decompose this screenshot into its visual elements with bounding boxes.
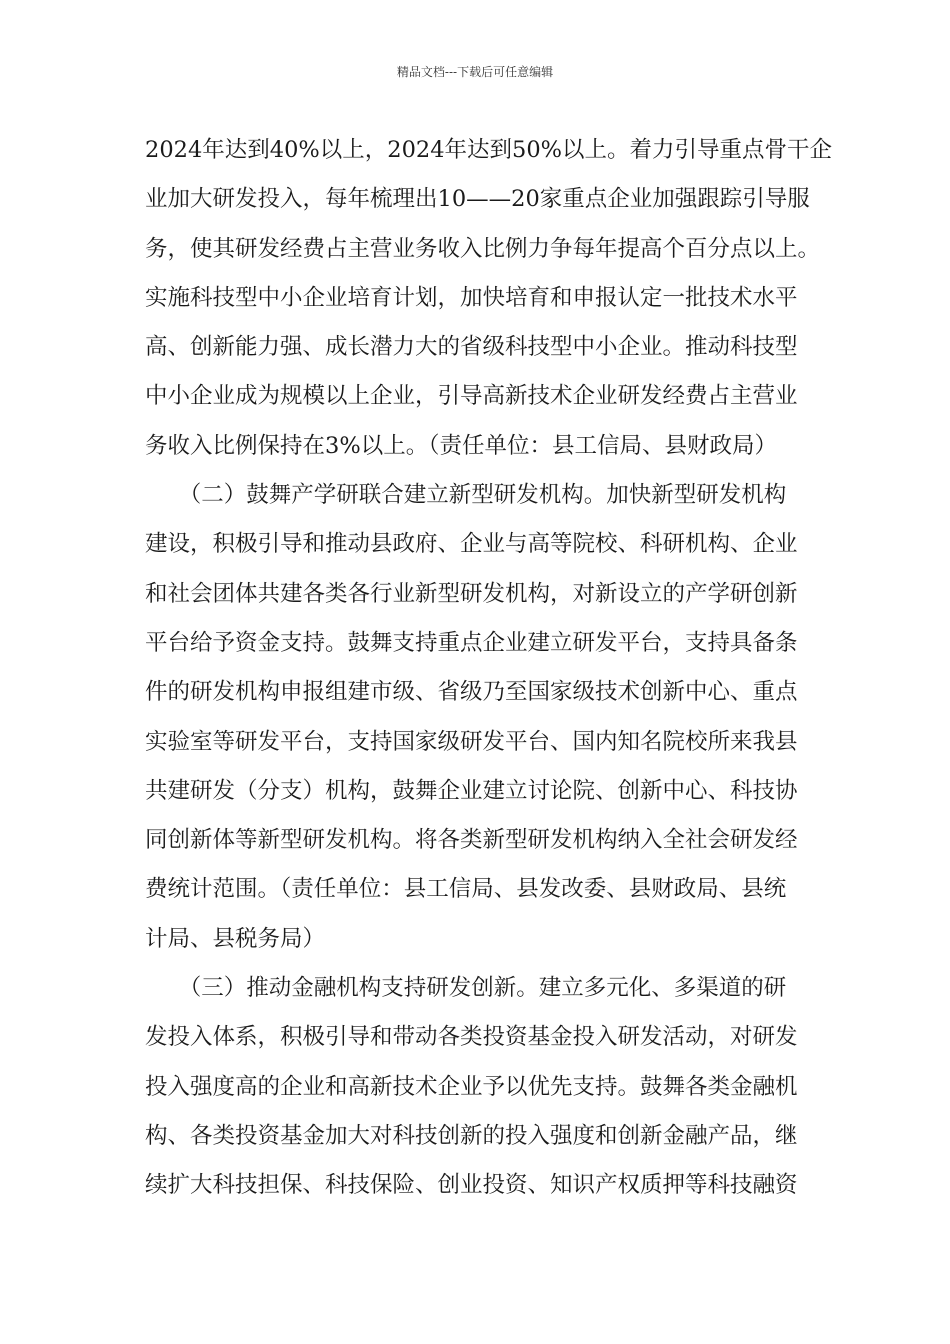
text-line: 业加大研发投入，每年梳理出10——20家重点企业加强跟踪引导服: [145, 186, 810, 213]
text-line: 和社会团体共建各类各行业新型研发机构，对新设立的产学研创新: [145, 580, 798, 607]
text-line: 续扩大科技担保、科技保险、创业投资、知识产权质押等科技融资: [145, 1172, 798, 1199]
text-line: 务收入比例保持在3%以上。（责任单位：县工信局、县财政局）: [145, 432, 777, 459]
text-line: 构、各类投资基金加大对科技创新的投入强度和创新金融产品，继: [145, 1122, 798, 1149]
text-line: 件的研发机构申报组建市级、省级乃至国家级技术创新中心、重点: [145, 679, 798, 706]
text-line: 投入强度高的企业和高新技术企业予以优先支持。鼓舞各类金融机: [145, 1073, 798, 1100]
text-line: 实施科技型中小企业培育计划，加快培育和申报认定一批技术水平: [145, 284, 798, 311]
text-line: 2024年达到40%以上，2024年达到50%以上。着力引导重点骨干企: [145, 137, 833, 163]
page-header: 精品文档---下载后可任意编辑: [396, 65, 554, 79]
document-body: [145, 126, 833, 1211]
text-line: 发投入体系，积极引导和带动各类投资基金投入研发活动，对研发: [145, 1024, 798, 1051]
text-line: 费统计范围。（责任单位：县工信局、县发改委、县财政局、县统: [145, 876, 787, 903]
text-line: （三）推动金融机构支持研发创新。建立多元化、多渠道的研: [145, 975, 787, 1002]
text-line: 高、创新能力强、成长潜力大的省级科技型中小企业。推动科技型: [145, 334, 798, 361]
text-line: 同创新体等新型研发机构。将各类新型研发机构纳入全社会研发经: [145, 827, 798, 854]
text-line: 务，使其研发经费占主营业务收入比例力争每年提高个百分点以上。: [145, 235, 821, 262]
text-line: 共建研发（分支）机构，鼓舞企业建立讨论院、创新中心、科技协: [145, 777, 798, 804]
text-line: （二）鼓舞产学研联合建立新型研发机构。加快新型研发机构: [145, 482, 787, 509]
text-line: 实验室等研发平台，支持国家级研发平台、国内知名院校所来我县: [145, 728, 798, 755]
text-line: 中小企业成为规模以上企业，引导高新技术企业研发经费占主营业: [145, 383, 798, 410]
text-line: 计局、县税务局）: [145, 925, 326, 952]
text-line: 平台给予资金支持。鼓舞支持重点企业建立研发平台，支持具备条: [145, 629, 798, 656]
text-line: 建设，积极引导和推动县政府、企业与高等院校、科研机构、企业: [145, 531, 798, 558]
